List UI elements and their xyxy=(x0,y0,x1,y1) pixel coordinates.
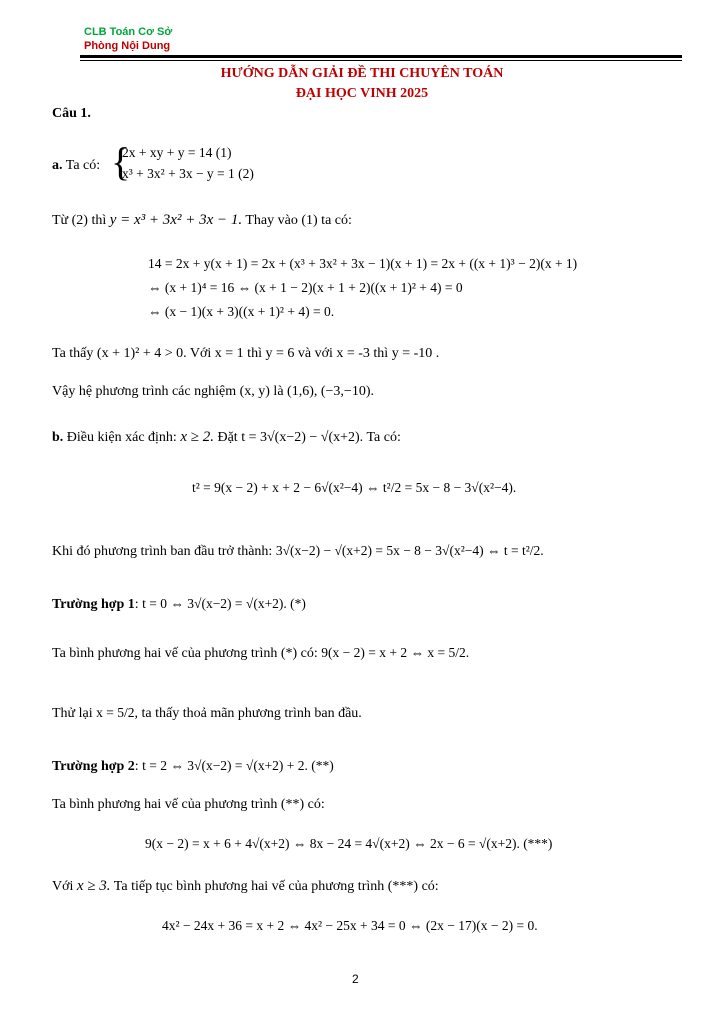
header-rule-thick xyxy=(80,55,682,58)
part-b-condition-line xyxy=(52,429,401,446)
from2-prefix: Từ (2) thì xyxy=(52,213,107,228)
conclusion-prefix: Vậy hệ phương trình các nghiệm (x, y) là xyxy=(52,384,284,399)
case1-eq: t = 0 ⇔ 3√(x−2) = √(x+2). (*) xyxy=(142,596,306,611)
check-value: x = 5/2 xyxy=(96,705,135,720)
part-b-label: b. xyxy=(52,430,64,445)
part-a-label: a. xyxy=(52,158,63,173)
becomes-eq: 3√(x−2) − √(x+2) = 5x − 8 − 3√(x²−4) ⇔ t = t²/2. xyxy=(275,543,544,558)
let-text: Đặt xyxy=(217,430,238,445)
note-rest: Với x = 1 thì y = 6 và với x = -3 thì y = -10 . xyxy=(189,346,440,361)
part-a-conclusion xyxy=(52,384,374,400)
final-quadratic-eq: 4x² − 24x + 36 = x + 2 ⇔ 4x² − 25x + 34 = 0 ⇔ (2x − 17)(x − 2) = 0. xyxy=(162,918,538,933)
cond-expr: x ≥ 2. xyxy=(180,429,214,445)
case2-label: Trường hợp 2 xyxy=(52,759,135,774)
club-name: CLB Toán Cơ Sở xyxy=(84,26,173,38)
question-label: Câu 1. xyxy=(52,106,91,121)
with-text1: Với xyxy=(52,879,74,894)
case1-label: Trường hợp 1 xyxy=(52,597,135,612)
part-a-intro xyxy=(52,158,100,174)
case1-line: Trường hợp 1: t = 0 ⇔ 3√(x−2) = √(x+2). (*) xyxy=(52,596,306,612)
derivation-step3: ⇔ (x − 1)(x + 3)((x + 1)² + 4) = 0. xyxy=(148,304,335,319)
case2-line: Trường hợp 2: t = 2 ⇔ 3√(x−2) = √(x+2) + 2. (**) xyxy=(52,758,334,774)
derivation-step1: 14 = 2x + y(x + 1) = 2x + (x³ + 3x² + 3x − 1)(x + 1) = 2x + ((x + 1)³ − 2)(x + 1) xyxy=(148,256,578,271)
doc-title-line2: ĐẠI HỌC VINH 2025 xyxy=(295,86,429,101)
from-eq2-line xyxy=(52,212,352,229)
from2-suffix: Thay vào (1) ta có: xyxy=(245,213,352,228)
case1-sq-text: Ta bình phương hai vế của phương trình (*) có: xyxy=(52,646,318,661)
system-eq1: 2x + xy + y = 14 (1) xyxy=(122,145,232,160)
case1-check-line xyxy=(52,705,362,722)
becomes-text: Khi đó phương trình ban đầu trở thành: xyxy=(52,544,273,559)
case2-squaring-text: Ta bình phương hai vế của phương trình (**) có: xyxy=(52,797,325,812)
system-eq2: x³ + 3x² + 3x − y = 1 (2) xyxy=(122,166,254,181)
part-a-intro-text: Ta có: xyxy=(65,158,101,173)
conclusion-solutions: (1,6), (−3,−10). xyxy=(287,384,374,399)
ta-co-text: Ta có: xyxy=(366,430,401,445)
transformed-eq-line xyxy=(52,543,544,560)
with-cond: x ≥ 3. xyxy=(76,878,111,894)
system-brace: { xyxy=(111,139,131,184)
note-prefix: Ta thấy xyxy=(52,346,94,361)
from2-eq: y = x³ + 3x² + 3x − 1. xyxy=(109,212,243,228)
cond-text: Điều kiện xác định: xyxy=(66,430,177,445)
observation-line xyxy=(52,346,439,362)
with-text2: Ta tiếp tục bình phương hai vế của phương trình (***) có: xyxy=(113,879,439,894)
check-text1: Thử lại xyxy=(52,706,93,721)
case2-eq: t = 2 ⇔ 3√(x−2) = √(x+2) + 2. (**) xyxy=(142,758,334,773)
derivation-step2: ⇔ (x + 1)⁴ = 16 ⇔ (x + 1 − 2)(x + 1 + 2)((x + 1)² + 4) = 0 xyxy=(148,280,463,295)
case2-squaring-eq: 9(x − 2) = x + 6 + 4√(x+2) ⇔ 8x − 24 = 4√(x+2) ⇔ 2x − 6 = √(x+2). (***) xyxy=(145,836,553,851)
case1-sq-eq: 9(x − 2) = x + 2 ⇔ x = 5/2. xyxy=(321,645,470,660)
header-rule-thin xyxy=(80,60,682,61)
substitution-expr: t = 3√(x−2) − √(x+2). xyxy=(241,430,364,445)
with-condition-line xyxy=(52,878,439,895)
check-text2: , ta thấy thoả mãn phương trình ban đầu. xyxy=(134,706,362,721)
t-squared-eq: t² = 9(x − 2) + x + 2 − 6√(x²−4) ⇔ t²/2 = 5x − 8 − 3√(x²−4). xyxy=(192,480,517,495)
department-name: Phòng Nội Dung xyxy=(84,40,171,52)
case1-squaring-line xyxy=(52,645,469,662)
note-inequality: (x + 1)² + 4 > 0. xyxy=(96,346,187,361)
page-number: 2 xyxy=(352,972,359,986)
doc-title-line1: HƯỚNG DẪN GIẢI ĐỀ THI CHUYÊN TOÁN xyxy=(220,66,504,81)
